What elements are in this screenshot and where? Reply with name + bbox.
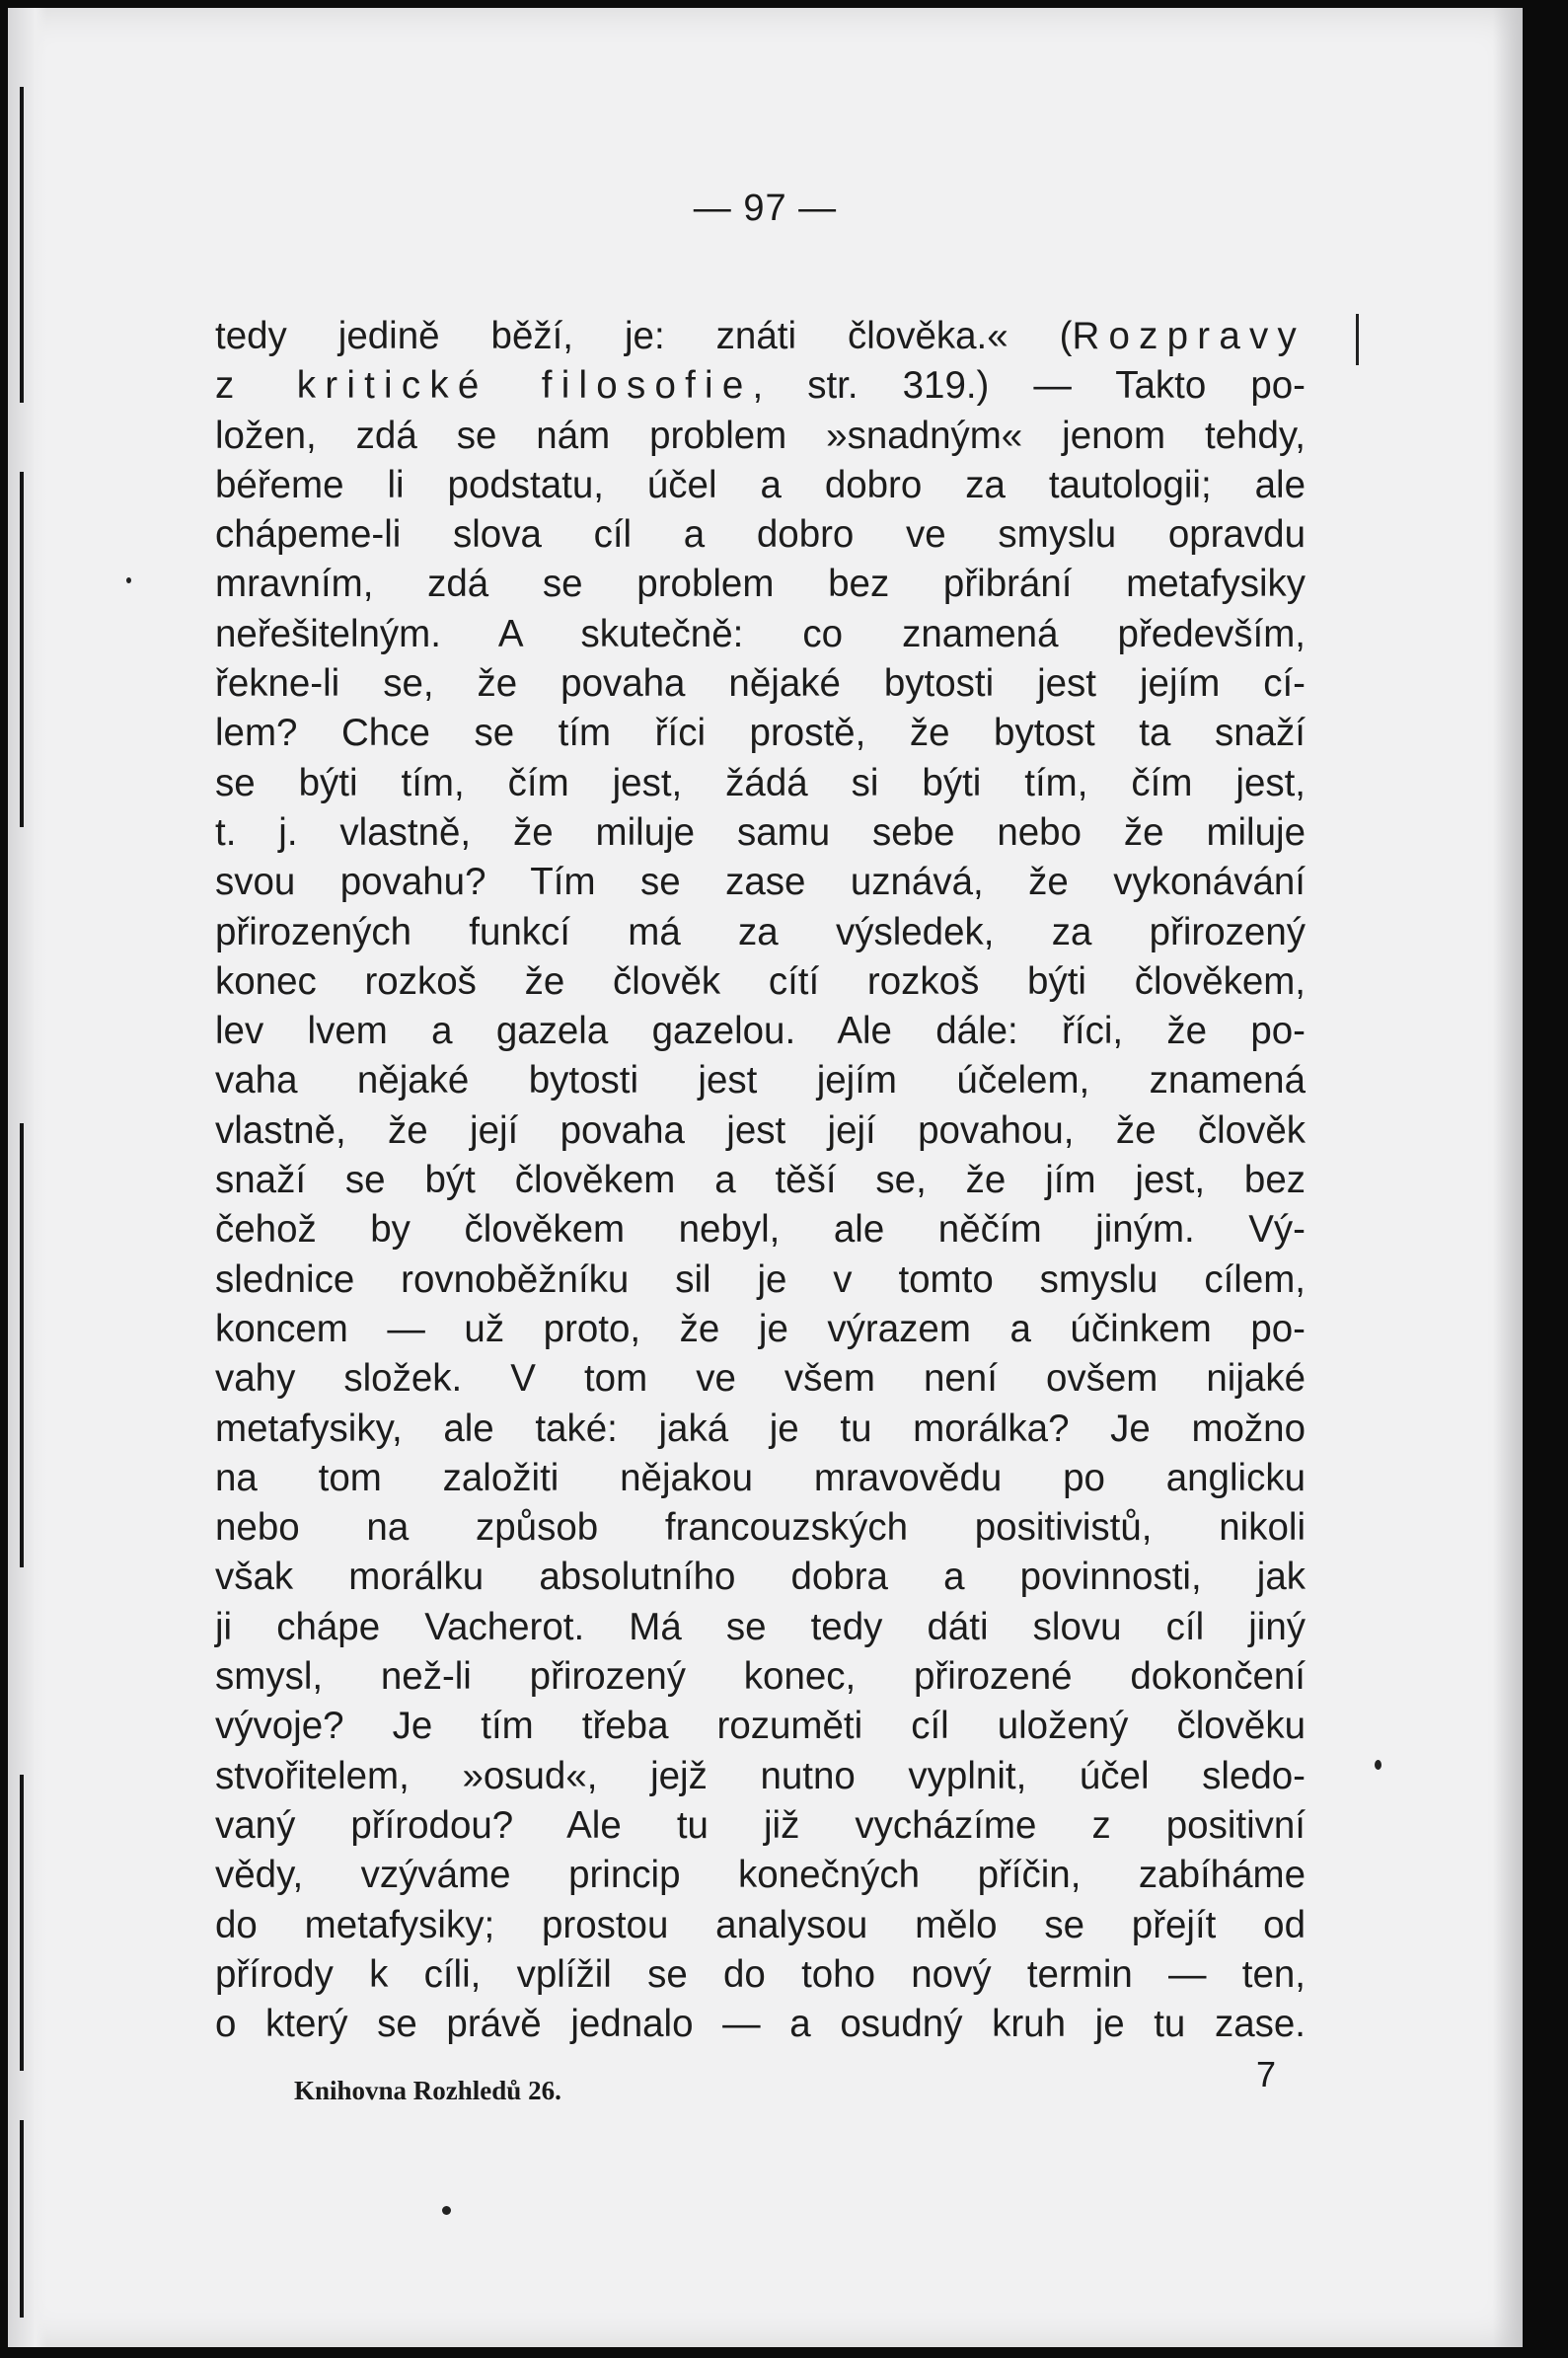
text-line: vědy, vzýváme princip konečných příčin, zabíháme: [215, 1854, 1306, 1897]
text-line: však morálku absolutního dobra a povinnosti, jak: [215, 1556, 1306, 1599]
text-line: o který se právě jednalo — a osudný kruh je tu zase.: [215, 2003, 1306, 2046]
text-line: vlastně, že její povaha jest její povahou, že člověk: [215, 1108, 1306, 1152]
text-line: nebo na způsob francouzských positivistů, nikoli: [215, 1506, 1306, 1550]
text-line: se býti tím, čím jest, žádá si býti tím, čím jest,: [215, 761, 1306, 804]
body-text: [215, 312, 1306, 2049]
text-line: řekne-li se, že povaha nějaké bytosti jest jejím cí-: [215, 662, 1306, 706]
text-line: béřeme li podstatu, účel a dobro za tautologii; ale: [215, 463, 1306, 506]
text-line: chápeme-li slova cíl a dobro ve smyslu opravdu: [215, 513, 1306, 557]
spaced-title-text: Rozpravy: [1072, 315, 1306, 357]
page-number: — 97 —: [693, 188, 838, 229]
ink-speck: [126, 577, 131, 583]
sheet-number: 7: [1256, 2054, 1277, 2094]
page-spine-shadow: [8, 8, 47, 2347]
text-line: přirozených funkcí má za výsledek, za přirozený: [215, 910, 1306, 953]
text-line: lev lvem a gazela gazelou. Ale dále: říci, že po-: [215, 1010, 1306, 1053]
text-line: konec rozkoš že člověk cítí rozkoš býti člověkem,: [215, 959, 1306, 1003]
text-line: metafysiky, ale také: jaká je tu morálka? Je možno: [215, 1407, 1306, 1450]
text-line: koncem — už proto, že je výrazem a účinkem po-: [215, 1307, 1306, 1350]
text-segment: tedy jedině běží, je: znáti člověka.« (: [215, 315, 1073, 357]
text-line: [215, 361, 1306, 411]
text-line: vaný přírodou? Ale tu již vycházíme z positivní: [215, 1803, 1306, 1847]
text-line: smysl, než-li přirozený konec, přirozené dokončení: [215, 1655, 1306, 1699]
text-line: vahy složek. V tom ve všem není ovšem nijaké: [215, 1357, 1306, 1401]
text-line: neřešitelným. A skutečně: co znamená především,: [215, 612, 1306, 655]
ink-speck: [442, 2206, 451, 2215]
spaced-title-text: z kritické filosofie: [215, 364, 753, 408]
text-line: [215, 312, 1306, 361]
book-page: [8, 8, 1523, 2347]
text-line: ložen, zdá se nám problem »snadným« jenom tehdy,: [215, 414, 1306, 457]
binding-mark: [20, 1775, 24, 2071]
text-line: mravním, zdá se problem bez přibrání metafysiky: [215, 563, 1306, 606]
text-line: stvořitelem, »osud«, jejž nutno vyplnit, účel sledo-: [215, 1754, 1306, 1797]
text-line: vývoje? Je tím třeba rozuměti cíl uložený člověku: [215, 1705, 1306, 1748]
text-segment: , str. 319.) — Takto po-: [752, 364, 1306, 408]
binding-mark: [20, 2120, 24, 2318]
page-edge-shadow: [1493, 8, 1523, 2347]
margin-mark: [1356, 314, 1359, 365]
text-line: na tom založiti nějakou mravovědu po anglicku: [215, 1456, 1306, 1499]
text-line: snaží se být člověkem a těší se, že jím jest, bez: [215, 1159, 1306, 1202]
text-line: lem? Chce se tím říci prostě, že bytost ta snaží: [215, 712, 1306, 755]
text-line: svou povahu? Tím se zase uznává, že vykonávání: [215, 861, 1306, 904]
text-line: čehož by člověkem nebyl, ale něčím jiným. Vý-: [215, 1208, 1306, 1252]
binding-mark: [20, 1123, 24, 1567]
text-line: ji chápe Vacherot. Má se tedy dáti slovu cíl jiný: [215, 1605, 1306, 1648]
text-line: vaha nějaké bytosti jest jejím účelem, znamená: [215, 1059, 1306, 1103]
binding-mark: [20, 87, 24, 403]
text-line: do metafysiky; prostou analysou mělo se přejít od: [215, 1903, 1306, 1946]
text-line: t. j. vlastně, že miluje samu sebe nebo že miluje: [215, 810, 1306, 854]
binding-mark: [20, 472, 24, 827]
ink-speck: [1375, 1760, 1381, 1770]
text-line: přírody k cíli, vplížil se do toho nový termin — ten,: [215, 1952, 1306, 1996]
printer-signature: Knihovna Rozhledů 26.: [294, 2076, 561, 2105]
text-line: slednice rovnoběžníku sil je v tomto smyslu cílem,: [215, 1257, 1306, 1301]
